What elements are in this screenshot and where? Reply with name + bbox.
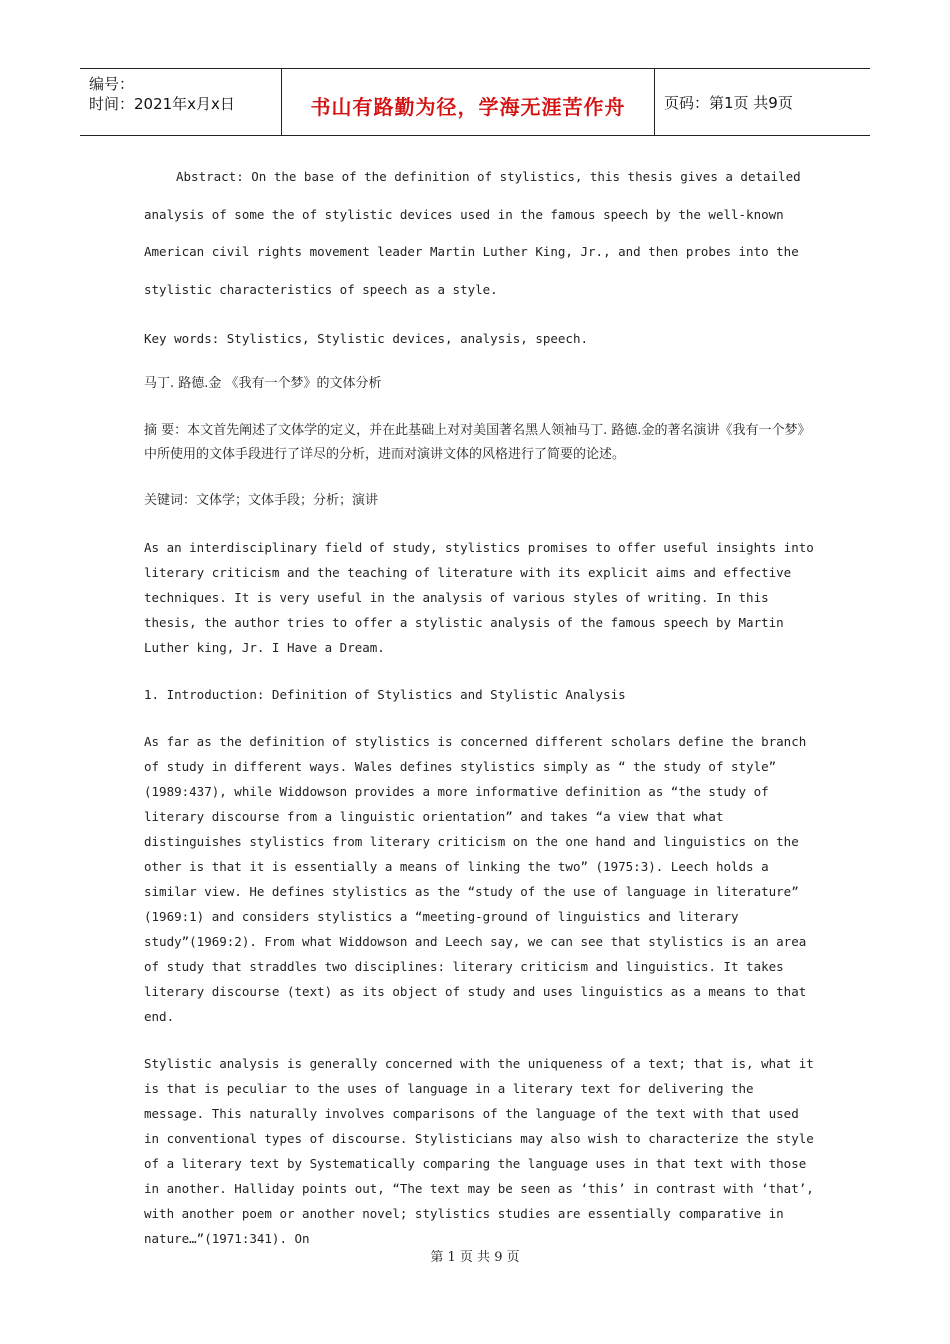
chinese-abstract: 摘 要：本文首先阐述了文体学的定义，并在此基础上对对美国著名黑人领袖马丁. 路德.金的著名演讲《我有一个梦》中所使用的文体手段进行了详尽的分析，进而对演讲文体的风格进行了简要的论述。 [144,423,811,462]
document-number-label: 编号： [89,75,135,93]
chinese-keywords: 关键词：文体学；文体手段；分析；演讲 [144,493,379,508]
header-page-info: 页码：第1页 共9页 [664,93,793,112]
definition-paragraph: As far as the definition of stylistics is concerned different scholars define the branch of study in different ways. Wales defines stylistics simply as “ the study of style” (1989:437), while Widdowson provides a more informative definition as “the study of literary discourse from a linguistic orientation” and takes “a view that what distinguishes stylistics from literary criticism on the one hand and linguistics on the other is that it is essentially a means of linking the two” (1975:3). Leech holds a similar view. He defines stylistics as the “study of the use of language in literature” (1969:1) and considers stylistics a “meeting-ground of linguistics and literary study”(1969:2). From what Widdowson and Leech say, we can see that stylistics is an area of study that straddles two disciplines: literary criticism and linguistics. It takes literary discourse (text) as its object of study and uses linguistics as a means to that end. [144,734,807,1024]
document-header [80,68,870,136]
header-motto-cell [281,69,655,135]
document-body [144,158,814,1251]
chinese-title: 马丁. 路德.金 《我有一个梦》的文体分析 [144,376,382,391]
abstract-paragraph: Abstract: On the base of the definition of stylistics, this thesis gives a detailed analysis of some the of stylistic devices used in the famous speech by the well-known American civil rights movement leader Martin Luther King, Jr., and then probes into the stylistic characteristics of speech as a style. [144,169,801,297]
header-meta-cell [80,69,281,135]
analysis-paragraph: Stylistic analysis is generally concerned with the uniqueness of a text; that is, what it is that is peculiar to the uses of language in a literary text for delivering the message. This naturally involves comparisons of the language of the text with that used in conventional types of discourse. Stylisticians may also wish to characterize the style of a literary text by Systematically comparing the language uses in that text with those in another. Halliday points out, “The text may be seen as ‘this’ in contrast with ‘that’, with another poem or another novel; stylistics studies are essentially comparative in nature…”(1971:341). On [144,1056,814,1246]
intro-paragraph: As an interdisciplinary field of study, stylistics promises to offer useful insights into literary criticism and the teaching of literature with its explicit aims and effective techniques. It is very useful in the analysis of various styles of writing. In this thesis, the author tries to offer a stylistic analysis of the famous speech by Martin Luther king, Jr. I Have a Dream. [144,540,814,655]
section-heading: 1. Introduction: Definition of Stylistics and Stylistic Analysis [144,687,626,702]
keywords-line: Key words: Stylistics, Stylistic devices, analysis, speech. [144,331,589,346]
header-motto: 书山有路勤为径，学海无涯苦作舟 [310,94,626,119]
document-date-label: 时间：2021年x月x日 [89,95,235,113]
header-page-cell [655,69,870,135]
page-footer: 第 1 页 共 9 页 [430,1250,520,1265]
